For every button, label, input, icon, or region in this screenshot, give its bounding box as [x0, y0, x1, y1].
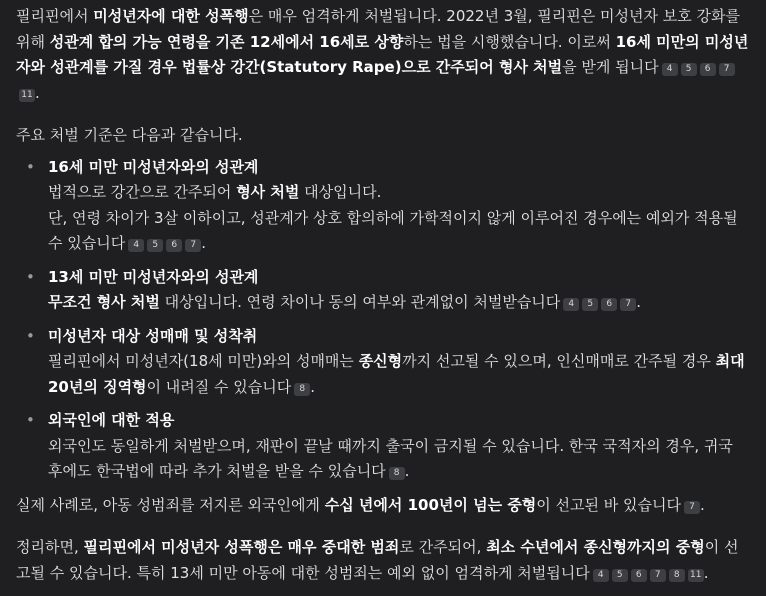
summary-text: 로 간주되어,: [399, 538, 487, 556]
item-text: 이 내려질 수 있습니다: [146, 377, 292, 396]
item-end: .: [201, 234, 206, 252]
item-text: 대상입니다.: [299, 183, 382, 201]
bullet-icon: •: [26, 157, 35, 176]
citation-badge[interactable]: 4: [593, 569, 609, 582]
citation-badge[interactable]: 8: [389, 467, 405, 480]
list-item: [16, 408, 750, 485]
item-title: 13세 미만 미성년자와의 성관계: [48, 267, 259, 286]
citation-badge[interactable]: 7: [719, 63, 735, 76]
citation-badge[interactable]: 6: [700, 63, 716, 76]
item-bold: 종신형: [358, 352, 403, 370]
citation-badge[interactable]: 5: [612, 569, 628, 582]
citation-badge[interactable]: 8: [669, 569, 685, 582]
case-bold: 수십 년에서 100년이 넘는 중형: [324, 495, 537, 514]
case-end: .: [700, 495, 705, 514]
item-text: 대상입니다. 연령 차이나 동의 여부와 관계없이 처벌받습니다: [159, 293, 561, 311]
item-bold: 형사 처벌: [236, 183, 300, 201]
citation-badge[interactable]: 5: [681, 63, 697, 76]
item-bold: 최대 20년의 징역형: [48, 352, 745, 396]
criteria-list: [16, 155, 750, 485]
citation-badge[interactable]: 4: [662, 63, 678, 76]
item-text: 법적으로 강간으로 간주되어: [48, 183, 237, 201]
bullet-icon: •: [26, 326, 35, 345]
list-item: [16, 324, 750, 401]
case-text: 이 선고된 바 있습니다: [536, 495, 682, 514]
citation-badge[interactable]: 4: [563, 298, 579, 311]
citation-badge[interactable]: 8: [294, 383, 310, 396]
item-line: [48, 434, 750, 485]
intro-bold-3: 16세 미만의 미성년자와 성관계를 가질 경우 법률상 강간(Statutory Rape)으로 간주되어 형사 처벌: [16, 32, 749, 76]
item-bold: 무조건 형사 처벌: [48, 293, 160, 311]
citation-badge[interactable]: 4: [128, 239, 144, 252]
item-title: 16세 미만 미성년자와의 성관계: [48, 157, 259, 176]
intro-end: .: [35, 83, 40, 102]
citation-badge[interactable]: 7: [684, 501, 700, 514]
item-line: [48, 349, 750, 400]
item-text: 까지 선고될 수 있으며, 인신매매로 간주될 경우: [402, 352, 716, 370]
citation-badge[interactable]: 6: [166, 239, 182, 252]
item-end: .: [404, 462, 410, 480]
summary-paragraph: [16, 535, 750, 586]
intro-text-2: 은 매우 엄격하게 처벌됩니다. 2022년 3월, 필리핀은 미성년자 보호 강화를 위해: [16, 7, 740, 51]
summary-bold: 필리핀에서 미성년자 성폭행은 매우 중대한 범죄: [83, 538, 400, 556]
case-paragraph: [16, 493, 750, 519]
intro-paragraph: [16, 4, 750, 106]
citation-badge[interactable]: 5: [582, 298, 598, 311]
list-item: [16, 155, 750, 257]
item-line: [48, 290, 750, 316]
summary-bold: 최소 수년에서 종신형까지의 중형: [486, 538, 705, 556]
citation-badge[interactable]: 11: [19, 89, 35, 102]
citation-badge[interactable]: 6: [631, 569, 647, 582]
summary-text: 이 선고될 수 있습니다. 특히 13세 미만 아동에 대한 성범죄는 예외 없이 엄격하게 처벌됩니다: [16, 538, 739, 582]
item-end: .: [310, 377, 316, 396]
citation-badge[interactable]: 7: [185, 239, 201, 252]
summary-end: .: [703, 563, 709, 582]
item-line: [48, 206, 750, 257]
citation-badge[interactable]: 6: [601, 298, 617, 311]
item-line: [48, 180, 750, 206]
item-title: 외국인에 대한 적용: [48, 411, 175, 429]
list-item: [16, 265, 750, 316]
bullet-icon: •: [26, 267, 35, 286]
intro-text-1: 필리핀에서: [16, 7, 94, 25]
item-text: 필리핀에서 미성년자(18세 미만)와의 성매매는: [48, 352, 359, 370]
item-end: .: [636, 293, 642, 311]
item-text: 단, 연령 차이가 3살 이하이고, 성관계가 상호 합의하에 가학적이지 않게 이루어진 경우에는 예외가 적용될 수 있습니다: [48, 208, 738, 252]
intro-text-3: 하는 법을 시행했습니다. 이로써: [403, 32, 616, 51]
intro-bold-1: 미성년자에 대한 성폭행: [93, 7, 249, 25]
case-text: 실제 사례로, 아동 성범죄를 저지른 외국인에게: [16, 495, 325, 514]
bullet-icon: •: [26, 411, 35, 429]
citation-badge[interactable]: 5: [147, 239, 163, 252]
summary-text: 정리하면,: [16, 538, 84, 556]
item-text: 외국인도 동일하게 처벌받으며, 재판이 끝날 때까지 출국이 금지될 수 있습니다. 한국 국적자의 경우, 귀국 후에도 한국법에 따라 추가 처벌을 받을 수 있습니다: [48, 436, 733, 480]
citation-badge[interactable]: 7: [620, 298, 636, 311]
intro-text-4: 을 받게 됩니다: [562, 58, 659, 76]
citation-badge[interactable]: 11: [688, 569, 704, 582]
citation-badge[interactable]: 7: [650, 569, 666, 582]
criteria-intro: 주요 처벌 기준은 다음과 같습니다.: [16, 126, 243, 144]
intro-bold-2: 성관계 합의 가능 연령을 기존 12세에서 16세로 상향: [49, 32, 404, 51]
item-title: 미성년자 대상 성매매 및 성착취: [48, 326, 258, 345]
